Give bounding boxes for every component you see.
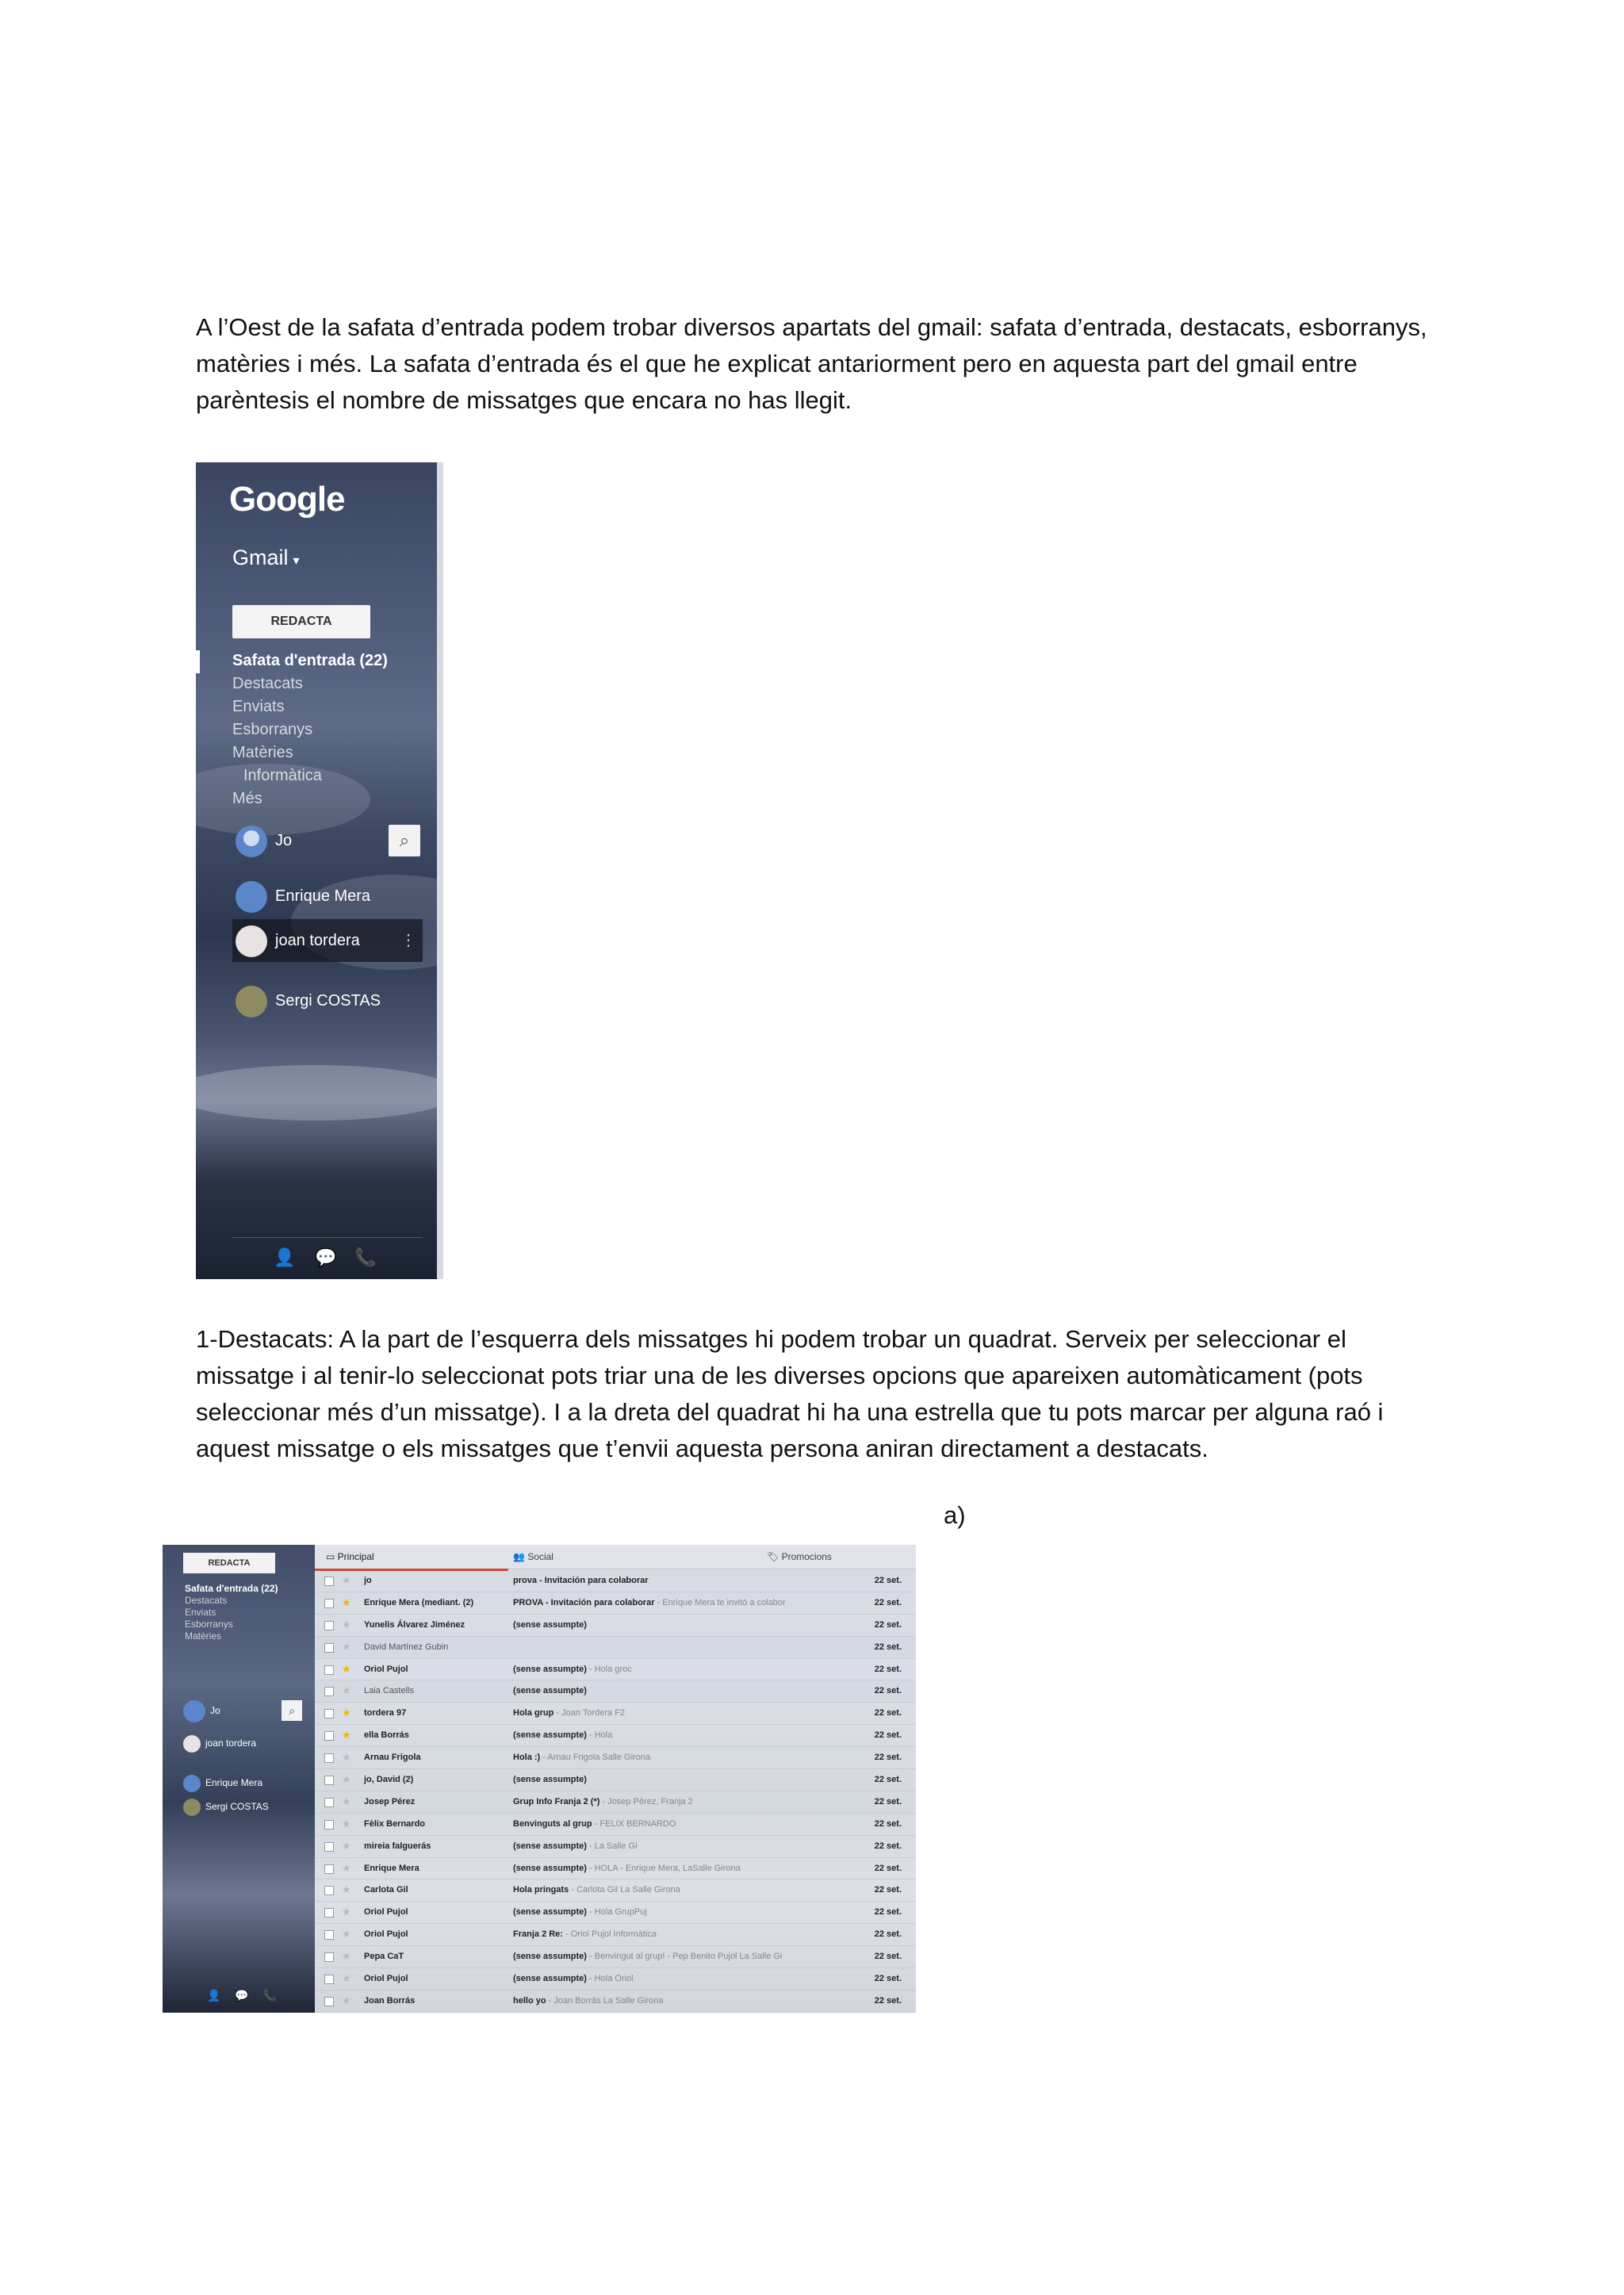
sidebar-item-starred[interactable]: Destacats: [185, 1595, 228, 1606]
avatar: [183, 1775, 201, 1792]
google-logo: Google: [229, 480, 345, 519]
message-subject: (sense assumpte): [513, 1863, 587, 1873]
sidebar-item-more[interactable]: Més: [232, 790, 262, 807]
message-snippet: - Joan Tordera F2: [556, 1708, 626, 1718]
window-edge: [437, 462, 443, 1279]
table-row[interactable]: [315, 1747, 916, 1769]
message-subject-line: [513, 1659, 830, 1680]
message-subject-line: [513, 1769, 830, 1790]
message-subject: (sense assumpte): [513, 1907, 587, 1918]
contact-item[interactable]: [183, 1775, 262, 1792]
contact-name: joan tordera: [275, 932, 360, 949]
table-row[interactable]: [315, 1570, 916, 1592]
message-date: 22 set.: [874, 1952, 902, 1962]
message-snippet: - Hola Oriol: [589, 1974, 634, 1984]
message-subject-line: [513, 1858, 830, 1879]
sidebar-item-drafts[interactable]: Esborranys: [185, 1619, 233, 1630]
sidebar-item-inbox[interactable]: Safata d'entrada (22): [185, 1583, 278, 1594]
intro-paragraph: A l’Oest de la safata d’entrada podem trobar diversos apartats del gmail: safata d’entrada, destacats, esborranys, matèries i més. La safata d’entrada és el que he explicat antariorment pero en aquesta part del gmail entre parèntesis el nombre de missatges que encara no has llegit.: [196, 313, 1427, 414]
message-sender: Pepa CaT: [364, 1952, 404, 1962]
avatar: [236, 986, 267, 1017]
message-sender: jo: [364, 1576, 372, 1585]
message-date: 22 set.: [874, 1796, 902, 1806]
star-icon[interactable]: ★: [342, 1662, 351, 1675]
select-checkbox[interactable]: [324, 1930, 334, 1940]
select-checkbox[interactable]: [324, 1599, 334, 1608]
search-icon[interactable]: ⌕: [389, 825, 420, 856]
message-subject: (sense assumpte): [513, 1775, 587, 1785]
figure-label: a): [944, 1501, 966, 1529]
message-subject-line: [513, 1615, 830, 1635]
select-checkbox[interactable]: [324, 1864, 334, 1874]
chat-bubble-icon[interactable]: 💬: [235, 1989, 249, 2002]
active-indicator: [196, 650, 200, 673]
message-subject: (sense assumpte): [513, 1841, 587, 1851]
star-icon[interactable]: ★: [342, 1596, 351, 1608]
gmail-inbox-screenshot: [163, 1545, 916, 2013]
contact-item[interactable]: [232, 875, 423, 918]
star-icon[interactable]: ★: [342, 1906, 351, 1918]
select-checkbox[interactable]: [324, 1687, 334, 1696]
table-row[interactable]: [315, 1814, 916, 1836]
phone-icon[interactable]: 📞: [262, 1989, 278, 2002]
message-date: 22 set.: [874, 1664, 902, 1674]
message-subject: hello yo: [513, 1995, 546, 2006]
message-snippet: - Hola GrupPuj: [589, 1907, 647, 1918]
message-sender: Oriol Pujol: [364, 1664, 408, 1674]
message-snippet: - HOLA - Enrique Mera, LaSalle Girona: [589, 1863, 741, 1873]
message-sender: Josep Pérez: [364, 1796, 416, 1806]
select-checkbox[interactable]: [324, 1798, 334, 1807]
star-icon[interactable]: ★: [342, 1928, 351, 1941]
message-subject: Benvinguts al grup: [513, 1818, 592, 1829]
table-row[interactable]: [315, 1615, 916, 1637]
sidebar-item-label[interactable]: Informàtica: [243, 767, 322, 784]
message-subject: Grup Info Franja 2 (*): [513, 1796, 600, 1806]
message-date: 22 set.: [874, 1708, 902, 1718]
table-row[interactable]: [315, 1725, 916, 1747]
message-subject-line: [513, 1725, 830, 1745]
avatar: [183, 1735, 201, 1753]
message-subject-line: [513, 1836, 830, 1856]
message-sender: Arnau Frigola: [364, 1753, 421, 1763]
message-date: 22 set.: [874, 1642, 902, 1652]
message-subject-line: [513, 1570, 830, 1591]
message-date: 22 set.: [874, 1730, 902, 1741]
message-sender: Oriol Pujol: [364, 1907, 408, 1918]
gmail-menu-label: Gmail: [232, 546, 289, 569]
select-checkbox[interactable]: [324, 1577, 334, 1586]
message-subject-line: [513, 1680, 830, 1701]
sidebar-item-categories[interactable]: Matèries: [185, 1630, 222, 1642]
star-icon[interactable]: ★: [342, 1817, 351, 1829]
category-tabs: [315, 1545, 916, 1569]
star-icon[interactable]: ★: [342, 1618, 351, 1630]
star-icon[interactable]: ★: [342, 1574, 351, 1586]
message-snippet: - La Salle Gi: [589, 1841, 638, 1851]
message-sender: Oriol Pujol: [364, 1974, 408, 1984]
hangouts-user-name[interactable]: Jo: [275, 832, 293, 849]
contact-item[interactable]: [232, 919, 423, 962]
sidebar-item-sent[interactable]: Enviats: [185, 1607, 216, 1618]
message-subject: prova - Invitación para colaborar: [513, 1576, 649, 1585]
message-subject-line: [513, 1592, 830, 1613]
hangouts-user-name[interactable]: Jo: [210, 1705, 220, 1716]
table-row[interactable]: [315, 1836, 916, 1858]
tab-principal[interactable]: ▭ Principal: [315, 1545, 508, 1571]
hangouts-bottom-bar: [232, 1237, 423, 1278]
table-row[interactable]: [315, 1902, 916, 1924]
contact-name: Sergi COSTAS: [205, 1801, 269, 1813]
star-icon[interactable]: ★: [342, 1684, 351, 1697]
select-checkbox[interactable]: [324, 1975, 334, 1984]
table-row[interactable]: [315, 1680, 916, 1703]
select-checkbox[interactable]: [324, 1886, 334, 1895]
message-sender: Fèlix Bernardo: [364, 1818, 426, 1829]
message-subject: (sense assumpte): [513, 1664, 587, 1674]
gmail-app-menu[interactable]: [232, 546, 300, 570]
contact-name: Enrique Mera: [275, 887, 371, 905]
table-row[interactable]: [315, 1990, 916, 2013]
message-subject: (sense assumpte): [513, 1619, 587, 1630]
person-icon[interactable]: 👤: [207, 1989, 221, 2002]
inbox-main: [315, 1545, 916, 2013]
message-subject: Hola grup: [513, 1708, 554, 1718]
contact-item[interactable]: [232, 979, 423, 1022]
avatar: [236, 925, 267, 957]
message-date: 22 set.: [874, 1576, 902, 1585]
message-date: 22 set.: [874, 1863, 902, 1873]
select-checkbox[interactable]: [324, 1643, 334, 1653]
message-snippet: - Hola groc: [589, 1664, 632, 1674]
message-subject-line: [513, 1946, 830, 1967]
caret-down-icon: ▾: [293, 554, 300, 568]
table-row[interactable]: [315, 1924, 916, 1946]
message-snippet: - Arnau Frigola Salle Girona: [542, 1753, 651, 1763]
message-date: 22 set.: [874, 1686, 902, 1696]
sidebar-item-inbox[interactable]: Safata d'entrada (22): [232, 652, 388, 669]
message-snippet: - Hola: [589, 1730, 613, 1741]
star-icon[interactable]: ★: [342, 1640, 351, 1653]
message-snippet: - Josep Pérez, Franja 2: [602, 1796, 693, 1806]
avatar: [236, 881, 267, 913]
star-icon[interactable]: ★: [342, 1773, 351, 1786]
message-subject-line: [513, 1968, 830, 1989]
more-options-icon[interactable]: ⋮: [400, 932, 416, 949]
message-sender: Laia Castells: [364, 1686, 414, 1696]
message-sender: Joan Borrás: [364, 1995, 416, 2006]
contact-name: Sergi COSTAS: [275, 992, 381, 1010]
select-checkbox[interactable]: [324, 1776, 334, 1785]
sidebar-item-drafts[interactable]: Esborranys: [232, 721, 313, 738]
message-date: 22 set.: [874, 1995, 902, 2006]
message-date: 22 set.: [874, 1885, 902, 1895]
message-subject-line: [513, 1814, 830, 1834]
search-icon[interactable]: ⌕: [282, 1700, 302, 1721]
message-subject-line: [513, 1990, 830, 2011]
message-sender: Carlota Gil: [364, 1885, 408, 1895]
message-subject: Hola :): [513, 1753, 541, 1763]
message-subject-line: [513, 1791, 830, 1812]
select-checkbox[interactable]: [324, 1842, 334, 1852]
message-date: 22 set.: [874, 1818, 902, 1829]
starred-paragraph: 1-Destacats: A la part de l’esquerra dels missatges hi podem trobar un quadrat. Serveix per seleccionar el missatge i al tenir-lo seleccionat pots triar una de les diverses opcions que apareixen automàticament (pots seleccionar més d’un missatge). I a la dreta del quadrat hi ha una estrella que tu pots marcar per alguna raó i aquest missatge o els missatges que t’envii aquesta persona aniran directament a destacats.: [196, 1325, 1384, 1462]
people-icon: 👥: [513, 1551, 528, 1562]
message-date: 22 set.: [874, 1597, 902, 1607]
message-sender: tordera 97: [364, 1708, 407, 1718]
select-checkbox[interactable]: [324, 1952, 334, 1962]
gmail-sidebar-screenshot: [196, 462, 443, 1279]
sidebar-folder-list: [232, 649, 388, 810]
select-checkbox[interactable]: [324, 1908, 334, 1918]
star-icon[interactable]: ★: [342, 1729, 351, 1741]
message-subject-line: [513, 1747, 830, 1768]
chat-bubble-icon[interactable]: 💬: [315, 1247, 337, 1267]
phone-icon[interactable]: 📞: [354, 1247, 377, 1267]
message-snippet: - Joan Borrás La Salle Girona: [548, 1995, 664, 2006]
sidebar-item-categories[interactable]: Matèries: [232, 744, 293, 761]
table-row[interactable]: [315, 1791, 916, 1814]
message-subject: (sense assumpte): [513, 1974, 587, 1984]
contact-name: joan tordera: [205, 1738, 257, 1749]
message-subject: Hola pringats: [513, 1885, 569, 1895]
message-sender: Yunelis Álvarez Jiménez: [364, 1619, 465, 1630]
message-subject: (sense assumpte): [513, 1952, 587, 1962]
message-subject-line: [513, 1924, 830, 1944]
table-row[interactable]: [315, 1879, 916, 1902]
table-row[interactable]: [315, 1703, 916, 1725]
star-icon[interactable]: ★: [342, 1707, 351, 1719]
message-date: 22 set.: [874, 1753, 902, 1763]
message-subject: (sense assumpte): [513, 1730, 587, 1741]
message-sender: Enrique Mera: [364, 1863, 419, 1873]
star-icon[interactable]: ★: [342, 1751, 351, 1764]
message-date: 22 set.: [874, 1775, 902, 1785]
select-checkbox[interactable]: [324, 1709, 334, 1718]
hangouts-bottom-bar: [183, 1989, 277, 2002]
star-icon[interactable]: ★: [342, 1994, 351, 2006]
message-subject-line: [513, 1703, 830, 1723]
contact-name: Enrique Mera: [205, 1777, 263, 1789]
message-subject-line: [513, 1879, 830, 1900]
sidebar-item-sent[interactable]: Enviats: [232, 698, 285, 715]
person-icon[interactable]: 👤: [274, 1247, 296, 1267]
message-snippet: - FELIX BERNARDO: [594, 1818, 676, 1829]
table-row[interactable]: [315, 1592, 916, 1615]
compose-button[interactable]: REDACTA: [232, 605, 370, 638]
message-subject: PROVA - Invitación para colaborar: [513, 1597, 655, 1607]
star-icon[interactable]: ★: [342, 1950, 351, 1963]
sidebar-item-starred[interactable]: Destacats: [232, 675, 303, 692]
message-snippet: - Carlota Gil La Salle Girona: [571, 1885, 680, 1895]
message-sender: David Martínez Gubin: [364, 1642, 449, 1652]
message-list: [315, 1570, 916, 2013]
message-sender: Enrique Mera (mediant. (2): [364, 1597, 474, 1607]
message-sender: jo, David (2): [364, 1775, 414, 1785]
star-icon[interactable]: ★: [342, 1972, 351, 1985]
tag-icon: 🏷: [767, 1551, 782, 1562]
message-snippet: - Benvingut al grup! - Pep Benito Pujol La Salle Gi: [589, 1952, 783, 1962]
select-checkbox[interactable]: [324, 1820, 334, 1829]
message-date: 22 set.: [874, 1841, 902, 1851]
table-row[interactable]: [315, 1769, 916, 1791]
select-checkbox[interactable]: [324, 1997, 334, 2006]
user-avatar[interactable]: [183, 1700, 205, 1722]
message-date: 22 set.: [874, 1974, 902, 1984]
message-subject-line: [513, 1902, 830, 1922]
select-checkbox[interactable]: [324, 1621, 334, 1630]
inbox-sidebar: [163, 1545, 315, 2013]
table-row[interactable]: [315, 1858, 916, 1880]
star-icon[interactable]: ★: [342, 1861, 351, 1874]
contact-item[interactable]: [183, 1799, 269, 1816]
message-sender: mireia falguerás: [364, 1841, 431, 1851]
message-subject: (sense assumpte): [513, 1686, 587, 1696]
tab-social[interactable]: 👥 Social: [513, 1551, 553, 1562]
message-date: 22 set.: [874, 1619, 902, 1630]
message-snippet: - Oriol Pujol Informàtica: [565, 1929, 657, 1940]
table-row[interactable]: [315, 1659, 916, 1681]
select-checkbox[interactable]: [324, 1753, 334, 1763]
sidebar-folder-list: [185, 1583, 278, 1642]
message-sender: Oriol Pujol: [364, 1929, 408, 1940]
select-checkbox[interactable]: [324, 1731, 334, 1741]
table-row[interactable]: [315, 1946, 916, 1968]
message-subject: Franja 2 Re:: [513, 1929, 563, 1940]
message-date: 22 set.: [874, 1907, 902, 1918]
inbox-icon: ▭: [326, 1551, 338, 1562]
table-row[interactable]: [315, 1637, 916, 1659]
contact-item[interactable]: [183, 1735, 256, 1753]
message-sender: ella Borrás: [364, 1730, 409, 1741]
compose-button[interactable]: REDACTA: [183, 1553, 275, 1573]
message-snippet: - Enrique Mera te invitó a colabor: [657, 1597, 786, 1607]
star-icon[interactable]: ★: [342, 1839, 351, 1852]
message-date: 22 set.: [874, 1929, 902, 1940]
table-row[interactable]: [315, 1968, 916, 1990]
avatar: [183, 1799, 201, 1816]
star-icon[interactable]: ★: [342, 1883, 351, 1896]
tab-promotions[interactable]: 🏷 Promocions: [767, 1551, 832, 1562]
select-checkbox[interactable]: [324, 1665, 334, 1675]
user-avatar[interactable]: [236, 826, 267, 857]
star-icon[interactable]: ★: [342, 1795, 351, 1807]
